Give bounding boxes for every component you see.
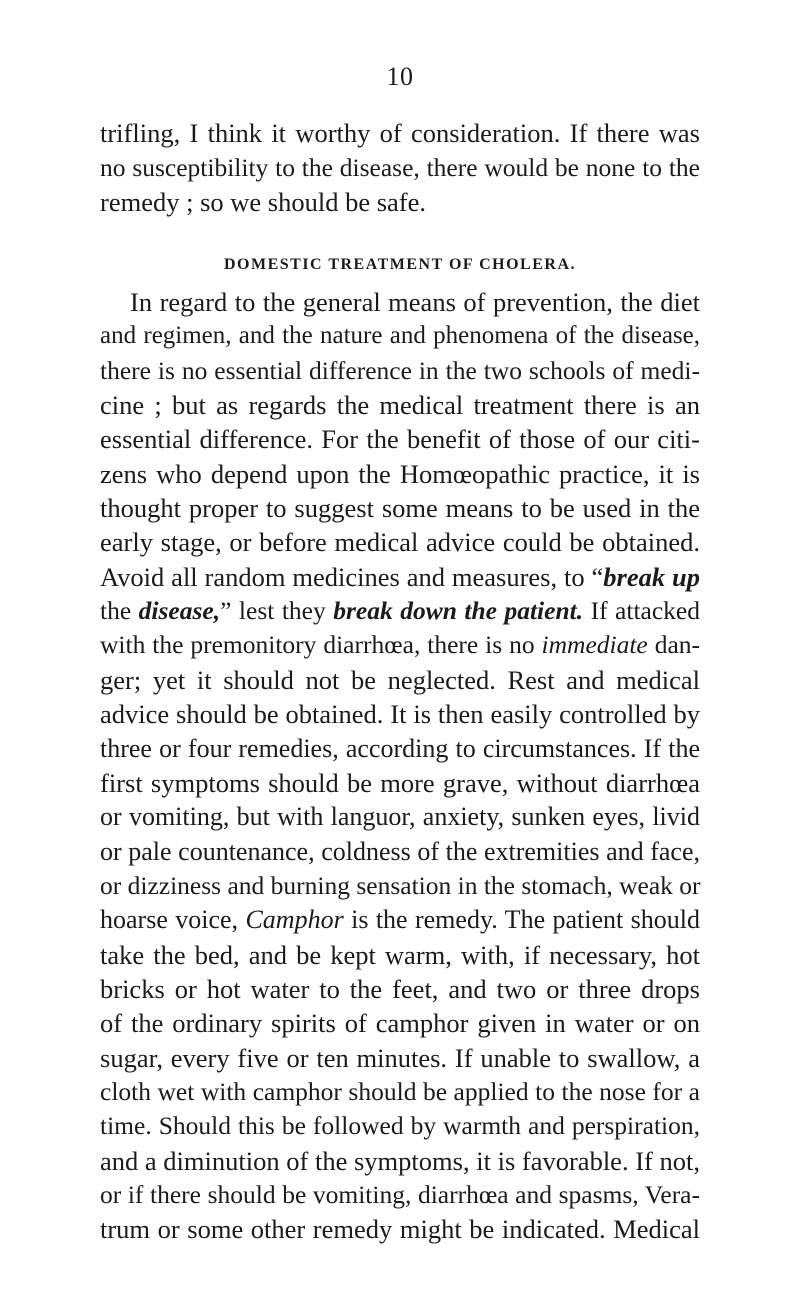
line-text: sugar, every five or ten minutes. If unable to swallow, a — [100, 1043, 700, 1073]
line-text: In regard to the general means of prevention, the diet — [130, 287, 700, 317]
text-line — [100, 1213, 700, 1245]
text-line — [100, 1179, 700, 1211]
line-text: of the ordinary spirits of camphor given in water or on — [100, 1008, 700, 1038]
line-text: bricks or hot water to the feet, and two or three drops — [100, 974, 700, 1004]
text-line — [100, 939, 700, 971]
line-text: or if there should be vomiting, diarrhœa and spasms, Vera- — [100, 1180, 700, 1209]
text-line — [100, 320, 700, 352]
text-line — [100, 801, 700, 833]
text-line — [100, 973, 700, 1005]
text-line — [100, 870, 700, 902]
emphasis-text: disease, — [138, 596, 221, 625]
line-text: is the remedy. The patient should — [343, 905, 700, 934]
text-line — [100, 664, 700, 696]
text-line — [100, 1145, 700, 1177]
text-line — [100, 629, 700, 661]
text-line — [100, 904, 700, 936]
line-text: there is no essential difference in the two schools of medi- — [100, 356, 700, 385]
text-line — [100, 389, 700, 421]
text-line — [100, 1042, 700, 1074]
line-text: and regimen, and the nature and phenomena of the disease, — [100, 322, 700, 349]
text-line — [100, 117, 700, 149]
line-text: ” lest they — [220, 596, 334, 625]
text-line — [130, 286, 700, 318]
line-text: take the bed, and be kept warm, with, if necessary, hot — [100, 940, 700, 970]
line-text: Avoid all random medicines and measures, to “ — [100, 562, 604, 592]
line-text: trum or some other remedy might be indicated. Medical — [100, 1214, 700, 1244]
emphasis-text: break up — [603, 562, 700, 592]
line-text: or dizziness and burning sensation in the stomach, weak or — [100, 871, 701, 900]
line-text: the — [100, 596, 139, 625]
line-text: dan- — [647, 630, 701, 659]
text-line — [100, 698, 700, 730]
emphasis-text: break down the patient. — [333, 596, 584, 625]
line-text: If attacked — [583, 596, 700, 625]
text-line — [100, 1007, 700, 1039]
page-number: 10 — [386, 62, 414, 91]
line-text: trifling, I think it worthy of consideration. If there was — [100, 118, 700, 148]
line-text: thought proper to suggest some means to be used in the — [100, 493, 700, 523]
emphasis-text: immediate — [541, 630, 648, 659]
line-text: advice should be obtained. It is then easily controlled by — [100, 699, 700, 729]
text-line — [100, 767, 700, 799]
text-line — [100, 458, 700, 490]
section-heading: DOMESTIC TREATMENT OF CHOLERA. — [223, 256, 576, 273]
text-line — [100, 355, 700, 387]
line-text: and a diminution of the symptoms, it is favorable. If not, — [100, 1146, 700, 1176]
text-line — [100, 1110, 700, 1142]
text-line — [100, 423, 700, 455]
line-text: no susceptibility to the disease, there would be none to the — [100, 153, 700, 182]
text-line — [100, 186, 700, 218]
line-text: ger; yet it should not be neglected. Rest and medical — [100, 665, 700, 695]
line-text: first symptoms should be more grave, without diarrhœa — [100, 768, 700, 798]
line-text: early stage, or before medical advice could be obtained. — [100, 527, 700, 557]
text-line — [100, 561, 700, 593]
emphasis-text: Camphor — [245, 905, 344, 934]
line-text: cloth wet with camphor should be applied to the nose for a — [100, 1077, 700, 1106]
text-line — [100, 492, 700, 524]
line-text: zens who depend upon the Homœopathic practice, it is — [100, 459, 700, 489]
line-text: essential difference. For the benefit of those of our citi- — [100, 424, 700, 454]
text-line — [100, 152, 700, 184]
line-text: with the premonitory diarrhœa, there is no — [100, 630, 542, 659]
line-text: or vomiting, but with languor, anxiety, sunken eyes, livid — [100, 802, 700, 831]
line-text: three or four remedies, according to circumstances. If the — [100, 734, 700, 763]
line-text: hoarse voice, — [100, 905, 246, 934]
text-line — [100, 526, 700, 558]
line-text: or pale countenance, coldness of the extremities and face, — [100, 837, 700, 866]
line-text: time. Should this be followed by warmth and perspiration, — [100, 1111, 700, 1140]
text-line — [100, 595, 700, 627]
text-line — [100, 733, 700, 765]
line-text: cine ; but as regards the medical treatment there is an — [100, 390, 700, 420]
line-text: remedy ; so we should be safe. — [100, 187, 427, 217]
text-line — [100, 1076, 700, 1108]
text-line — [100, 836, 700, 868]
